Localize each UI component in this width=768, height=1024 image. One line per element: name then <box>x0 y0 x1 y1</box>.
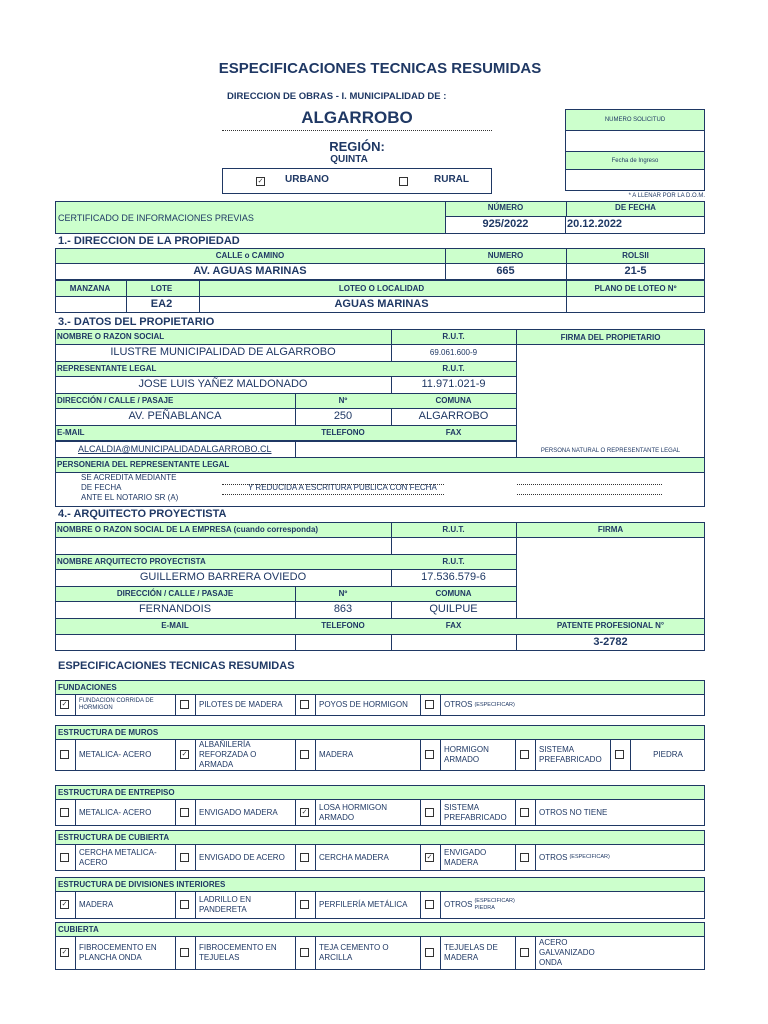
calle-header: CALLE o CAMINO <box>215 251 285 260</box>
spec-option-label <box>79 799 172 826</box>
num-header: Nº <box>338 396 348 405</box>
spec-checkbox[interactable] <box>520 853 529 862</box>
numero-header: NUMERO <box>487 251 524 260</box>
numero-solicitud-header: NUMERO SOLICITUD <box>565 109 705 131</box>
loteo-value: AGUAS MARINAS <box>334 298 429 310</box>
rol-header: ROLSII <box>622 251 649 260</box>
reducida-label: Y REDUCIDA A ESCRITURA PUBLICA CON FECHA <box>248 483 437 492</box>
spec-option-label <box>199 844 292 871</box>
spec-option-text: HORMIGON ARMADO <box>444 745 489 764</box>
propietario-email[interactable]: ALCALDIA@MUNICIPALIDADALGARROBO.CL <box>78 444 272 454</box>
arquitecto-comuna: QUILPUE <box>429 603 478 615</box>
spec-option-label <box>79 739 172 771</box>
fecha-ingreso-header: Fecha de Ingreso <box>565 151 705 170</box>
lote-header: LOTE <box>150 284 173 293</box>
fecha-ingreso-field[interactable] <box>565 169 705 191</box>
s4-title: 4.- ARQUITECTO PROYECTISTA <box>58 508 227 520</box>
spec-option-label <box>539 739 607 771</box>
empresa-header: NOMBRE O RAZON SOCIAL DE LA EMPRESA (cuando corresponda) <box>57 525 319 534</box>
spec-option-label <box>319 739 417 771</box>
empresa-rut-header: R.U.T. <box>442 525 465 534</box>
spec-checkbox[interactable]: ✓ <box>181 751 188 758</box>
numero-value: 665 <box>496 265 515 277</box>
tel-header: TELEFONO <box>321 428 365 437</box>
rural-label: RURAL <box>434 174 469 185</box>
spec-option-label <box>199 936 292 970</box>
spec-option-text: CERCHA MADERA <box>319 852 389 862</box>
numero-solicitud-field[interactable] <box>565 130 705 152</box>
spec-checkbox[interactable] <box>300 948 309 957</box>
spec-option-label <box>79 936 172 970</box>
de-fecha-label: DE FECHA <box>81 483 122 492</box>
spec-option-text: ENVIGADO MADERA <box>199 807 278 817</box>
spec-checkbox[interactable] <box>425 700 434 709</box>
spec-option-label <box>319 891 417 919</box>
spec-option-text: ENVIGADO DE ACERO <box>199 852 285 862</box>
spec-option-text: METALICA- ACERO <box>79 750 152 759</box>
propietario-nombre: ILUSTRE MUNICIPALIDAD DE ALGARROBO <box>110 346 336 358</box>
spec-option-label <box>444 799 512 826</box>
plano-header: PLANO DE LOTEO Nº <box>594 284 677 293</box>
manzana-header: MANZANA <box>69 284 111 293</box>
rural-checkbox[interactable] <box>399 177 408 186</box>
spec-checkbox[interactable] <box>425 900 434 909</box>
spec-option-text: PILOTES DE MADERA <box>199 700 283 709</box>
spec-option-label <box>199 739 292 771</box>
cip-numero-header: NÚMERO <box>487 203 524 212</box>
spec-checkbox[interactable] <box>615 750 624 759</box>
spec-section-header: FUNDACIONES <box>55 680 705 695</box>
spec-option-text: TEJA CEMENTO O ARCILLA <box>319 943 389 962</box>
cip-label: CERTIFICADO DE INFORMACIONES PREVIAS <box>58 212 254 223</box>
email-header: E-MAIL <box>57 428 85 437</box>
firma-propietario-header: FIRMA DEL PROPIETARIO <box>516 329 705 345</box>
urbano-checkbox[interactable]: ✓ <box>257 178 264 185</box>
spec-checkbox[interactable]: ✓ <box>61 901 68 908</box>
spec-checkbox[interactable]: ✓ <box>61 949 68 956</box>
rol-value: 21-5 <box>624 265 647 277</box>
spec-section-header: ESTRUCTURA DE MUROS <box>55 725 705 740</box>
spec-option-text: FIBROCEMENTO EN PLANCHA ONDA <box>79 943 157 962</box>
spec-checkbox[interactable] <box>180 853 189 862</box>
arq-dir-header: DIRECCIÓN / CALLE / PASAJE <box>116 589 234 598</box>
spec-option-text: OTROS <box>444 900 473 909</box>
spec-option-label <box>319 936 417 970</box>
spec-option-sub: (ESPECIFICAR) <box>569 854 610 861</box>
spec-option-sub: (ESPECIFICAR) PIEDRA <box>474 898 515 911</box>
spec-option-text: SISTEMA PREFABRICADO <box>444 802 507 822</box>
arquitecto-rut: 17.536.579-6 <box>421 571 486 583</box>
lote-value: EA2 <box>150 298 173 310</box>
arq-email-header: E-MAIL <box>161 621 189 630</box>
spec-checkbox[interactable]: ✓ <box>426 853 433 861</box>
spec-checkbox[interactable] <box>180 900 189 909</box>
arquitecto-direccion: FERNANDOIS <box>138 603 212 615</box>
nombre-header: NOMBRE O RAZON SOCIAL <box>57 332 165 341</box>
cip-fecha-header: DE FECHA <box>615 203 656 212</box>
spec-option-label <box>539 844 702 871</box>
arq-num-header: Nº <box>338 589 348 598</box>
firma-header: FIRMA <box>597 525 624 534</box>
s3-title: 3.- DATOS DEL PROPIETARIO <box>58 316 215 328</box>
specs-title: ESPECIFICACIONES TECNICAS RESUMIDAS <box>58 660 295 672</box>
spec-checkbox[interactable] <box>300 853 309 862</box>
spec-checkbox[interactable] <box>180 808 189 817</box>
spec-checkbox[interactable] <box>425 750 434 759</box>
spec-option-label <box>199 891 292 919</box>
arq-comuna-header: COMUNA <box>435 589 472 598</box>
spec-option-text: POYOS DE HORMIGON <box>319 700 408 709</box>
spec-option-label <box>444 694 515 716</box>
spec-option-text: FUNDACION CORRIDA DE HORMIGON <box>79 697 154 711</box>
spec-option-text: TEJUELAS DE MADERA <box>444 943 498 962</box>
spec-checkbox[interactable] <box>425 808 434 817</box>
spec-option-label <box>319 844 417 871</box>
arquitecto-nombre: GUILLERMO BARRERA OVIEDO <box>139 571 307 583</box>
spec-option-label <box>79 844 172 871</box>
rep-header: REPRESENTANTE LEGAL <box>57 364 157 373</box>
spec-option-text: LOSA HORMIGON ARMADO <box>319 802 388 822</box>
fax-header: FAX <box>445 428 462 437</box>
spec-option-label <box>444 739 512 771</box>
spec-checkbox[interactable] <box>180 700 189 709</box>
spec-option-text: LADRILLO EN PANDERETA <box>199 895 252 914</box>
spec-section-header: CUBIERTA <box>55 922 705 937</box>
spec-option-label <box>444 891 515 919</box>
spec-option-label <box>634 739 702 771</box>
rep-rut-header: R.U.T. <box>442 364 465 373</box>
notario-label: ANTE EL NOTARIO SR (A) <box>81 493 179 502</box>
spec-option-text: METALICA- ACERO <box>79 807 152 817</box>
comuna-header: COMUNA <box>435 396 472 405</box>
propietario-direccion: AV. PEÑABLANCA <box>128 410 222 422</box>
spec-option-text: ACERO GALVANIZADO ONDA <box>539 938 595 967</box>
s1-title: 1.- DIRECCION DE LA PROPIEDAD <box>58 235 240 247</box>
spec-checkbox[interactable] <box>520 948 529 957</box>
spec-option-label <box>319 799 417 826</box>
region-value: QUINTA <box>330 154 368 165</box>
propietario-num: 250 <box>333 410 353 422</box>
spec-checkbox[interactable] <box>520 750 529 759</box>
llenar-dom-note: * A LLENAR POR LA D.O.M. <box>628 193 705 199</box>
spec-option-sub: (ESPECIFICAR) <box>474 701 515 708</box>
spec-option-label <box>539 799 702 826</box>
spec-option-text: PIEDRA <box>653 750 683 759</box>
spec-checkbox[interactable] <box>60 808 69 817</box>
spec-option-text: OTROS <box>539 852 568 862</box>
arq-header: NOMBRE ARQUITECTO PROYECTISTA <box>57 557 206 566</box>
municipio: ALGARROBO <box>301 108 413 127</box>
acredita-label: SE ACREDITA MEDIANTE <box>81 473 177 482</box>
spec-section-header: ESTRUCTURA DE CUBIERTA <box>55 830 705 845</box>
page-title: ESPECIFICACIONES TECNICAS RESUMIDAS <box>218 60 542 77</box>
spec-checkbox[interactable]: ✓ <box>61 701 68 708</box>
spec-option-text: FIBROCEMENTO EN TEJUELAS <box>199 943 277 962</box>
arq-rut-header: R.U.T. <box>442 557 465 566</box>
persona-natural: PERSONA NATURAL O REPRESENTANTE LEGAL <box>540 448 681 454</box>
spec-option-label <box>79 694 172 716</box>
spec-checkbox[interactable] <box>300 900 309 909</box>
direccion-label: DIRECCION DE OBRAS - I. MUNICIPALIDAD DE : <box>227 91 447 102</box>
spec-option-text: PERFILERÍA METÁLICA <box>319 900 408 909</box>
propietario-comuna: ALGARROBO <box>418 410 489 422</box>
representante: JOSE LUIS YAÑEZ MALDONADO <box>138 378 308 390</box>
spec-checkbox[interactable]: ✓ <box>301 808 308 816</box>
spec-option-text: ENVIGADO MADERA <box>444 847 487 867</box>
spec-section-header: ESTRUCTURA DE ENTREPISO <box>55 785 705 800</box>
spec-option-text: SISTEMA PREFABRICADO <box>539 745 602 764</box>
arq-tel-header: TELEFONO <box>321 621 365 630</box>
spec-option-label <box>444 936 512 970</box>
spec-option-label <box>319 694 417 716</box>
spec-checkbox[interactable] <box>60 853 69 862</box>
spec-option-text: MADERA <box>319 750 354 759</box>
spec-option-label <box>79 891 172 919</box>
arq-fax-header: FAX <box>445 621 462 630</box>
spec-checkbox[interactable] <box>520 808 529 817</box>
spec-option-text: MADERA <box>79 900 114 909</box>
urbano-label: URBANO <box>285 174 329 185</box>
personeria-header: PERSONERIA DEL REPRESENTANTE LEGAL <box>57 460 230 469</box>
cip-fecha: 20.12.2022 <box>567 218 623 230</box>
spec-option-label <box>199 799 292 826</box>
spec-checkbox[interactable] <box>300 750 309 759</box>
cip-numero: 925/2022 <box>482 218 529 230</box>
spec-section-header: ESTRUCTURA DE DIVISIONES INTERIORES <box>55 877 705 892</box>
spec-option-text: OTROS NO TIENE <box>539 807 608 817</box>
spec-option-text: CERCHA METALICA- ACERO <box>79 847 157 867</box>
patente-header: PATENTE PROFESIONAL N° <box>556 621 665 630</box>
spec-option-label <box>444 844 512 871</box>
spec-option-text: ALBAÑILERÍA REFORZADA O ARMADA <box>199 740 257 769</box>
propietario-rut: 69.061.600-9 <box>429 348 478 357</box>
representante-rut: 11.971.021-9 <box>421 378 486 390</box>
spec-option-label <box>199 694 292 716</box>
spec-checkbox[interactable] <box>300 700 309 709</box>
patente-value: 3-2782 <box>593 636 628 648</box>
spec-option-label <box>539 936 607 970</box>
spec-option-text: OTROS <box>444 700 473 709</box>
region-label: REGIÓN: <box>329 139 385 154</box>
spec-checkbox[interactable] <box>425 948 434 957</box>
loteo-header: LOTEO O LOCALIDAD <box>338 284 425 293</box>
rut-header: R.U.T. <box>442 332 465 341</box>
arquitecto-num: 863 <box>333 603 353 615</box>
dir-header: DIRECCIÓN / CALLE / PASAJE <box>57 396 174 405</box>
spec-checkbox[interactable] <box>180 948 189 957</box>
calle-value: AV. AGUAS MARINAS <box>193 265 307 277</box>
spec-checkbox[interactable] <box>60 750 69 759</box>
